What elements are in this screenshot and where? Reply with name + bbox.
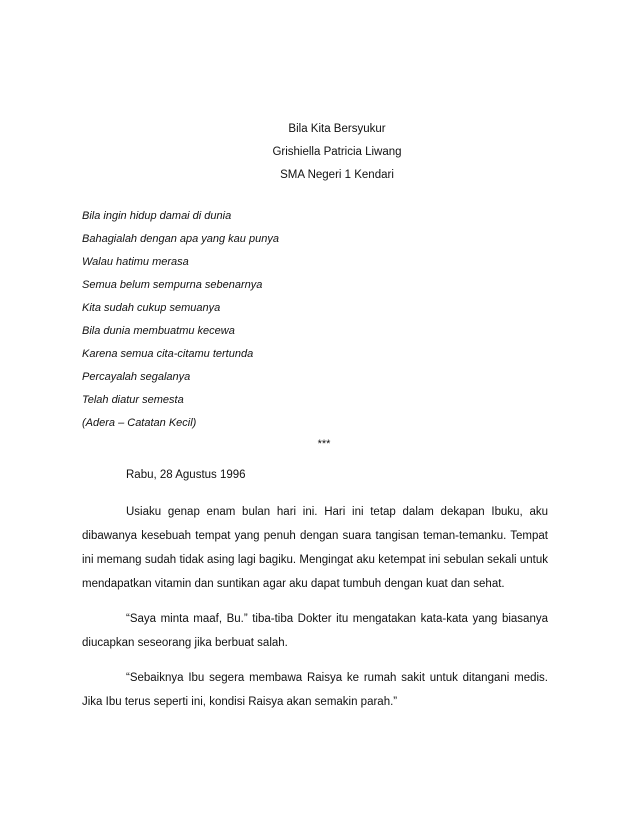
paragraph: “Saya minta maaf, Bu.” tiba-tiba Dokter itu mengatakan kata-kata yang biasanya diucapkan seseorang jika berbuat salah. [82,613,548,649]
poem-line: Bila ingin hidup damai di dunia [82,210,232,222]
poem-line: Bila dunia membuatmu kecewa [82,325,235,337]
poem-line: Karena semua cita-citamu tertunda [82,348,254,360]
story-body [82,500,548,725]
poem-source: (Adera – Catatan Kecil) [82,417,197,429]
school-name: SMA Negeri 1 Kendari [280,169,394,181]
entry-date: Rabu, 28 Agustus 1996 [126,469,246,481]
poem-line: Semua belum sempurna sebenarnya [82,279,263,291]
paragraph: “Sebaiknya Ibu segera membawa Raisya ke rumah sakit untuk ditangani medis. Jika Ibu terus seperti ini, kondisi Raisya akan semakin parah.” [82,672,548,708]
poem-line: Kita sudah cukup semuanya [82,302,221,314]
author-name: Grishiella Patricia Liwang [272,146,402,158]
document-header [0,118,638,187]
section-separator: *** [317,438,331,450]
poem-line: Percayalah segalanya [82,371,191,383]
poem-line: Walau hatimu merasa [82,256,189,268]
epigraph-poem [82,205,562,435]
poem-line: Telah diatur semesta [82,394,184,406]
story-title: Bila Kita Bersyukur [288,123,386,135]
poem-line: Bahagialah dengan apa yang kau punya [82,233,279,245]
paragraph: Usiaku genap enam bulan hari ini. Hari ini tetap dalam dekapan Ibuku, aku dibawanya kesebuah tempat yang penuh dengan suara tangisan teman-temanku. Tempat ini memang sudah tidak asing lagi bagiku. Mengingat aku ketempat ini sebulan sekali untuk mendapatkan vitamin dan suntikan agar aku dapat tumbuh dengan kuat dan sehat. [82,506,548,590]
